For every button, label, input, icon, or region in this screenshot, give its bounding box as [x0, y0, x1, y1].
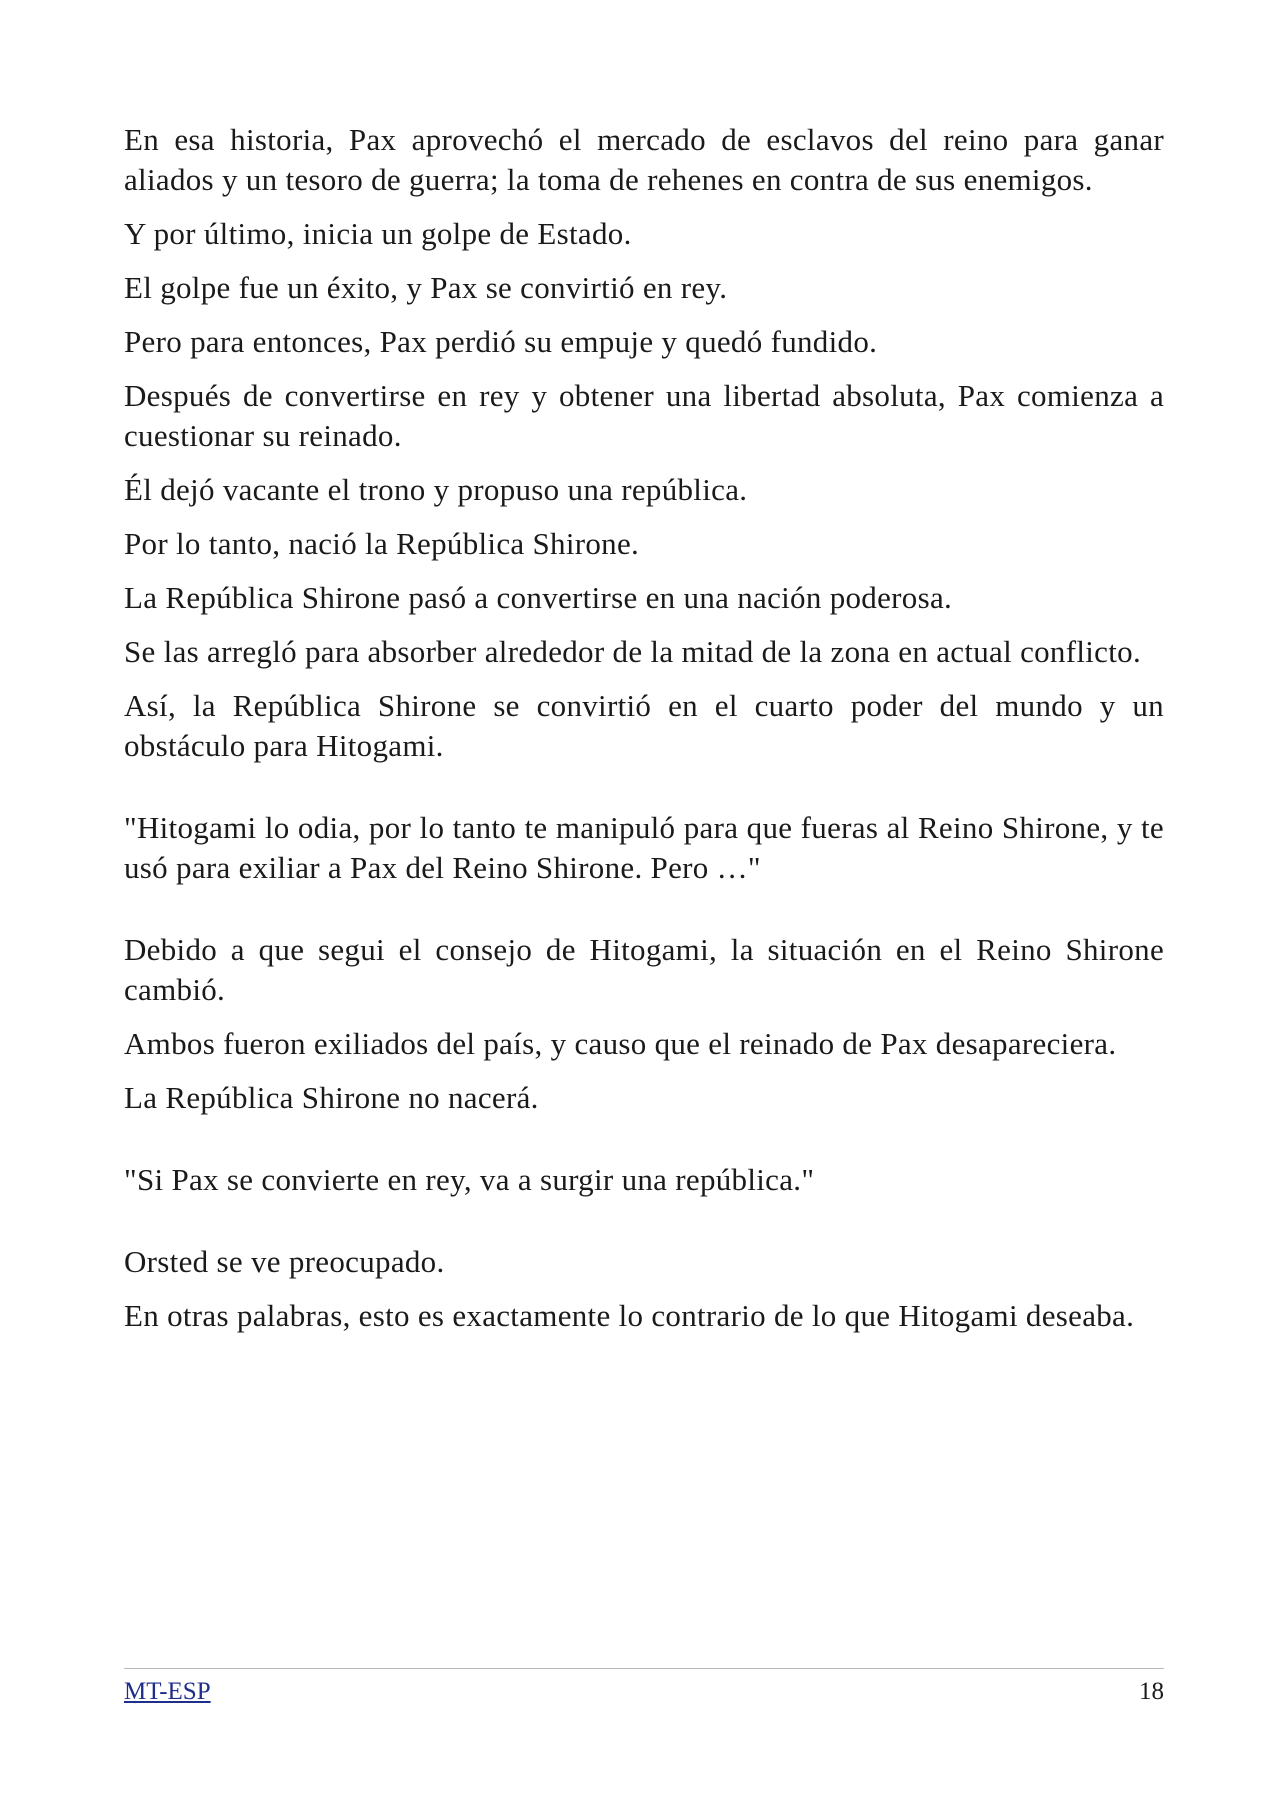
- paragraph: Ambos fueron exiliados del país, y causo que el reinado de Pax desapareciera.: [124, 1026, 1117, 1061]
- paragraph: Se las arregló para absorber alrededor de la mitad de la zona en actual conflicto.: [124, 634, 1141, 669]
- paragraph: La República Shirone no nacerá.: [124, 1080, 539, 1115]
- quote-paragraph: "Hitogami lo odia, por lo tanto te manipuló para que fueras al Reino Shirone, y te usó para exiliar a Pax del Reino Shirone. Pero …": [124, 810, 1164, 885]
- paragraph: Después de convertirse en rey y obtener una libertad absoluta, Pax comienza a cuestionar su reinado.: [124, 378, 1164, 453]
- page-footer: [124, 1668, 1164, 1707]
- paragraph: Pero para entonces, Pax perdió su empuje y quedó fundido.: [124, 324, 878, 359]
- paragraph: En otras palabras, esto es exactamente lo contrario de lo que Hitogami deseaba.: [124, 1298, 1135, 1333]
- paragraph: Por lo tanto, nació la República Shirone.: [124, 526, 640, 561]
- paragraph: Debido a que segui el consejo de Hitogami, la situación en el Reino Shirone cambió.: [124, 932, 1164, 1007]
- paragraph: En esa historia, Pax aprovechó el mercado de esclavos del reino para ganar aliados y un tesoro de guerra; la toma de rehenes en contra de sus enemigos.: [124, 122, 1164, 197]
- paragraph: Él dejó vacante el trono y propuso una república.: [124, 472, 748, 507]
- page-number: 18: [1139, 1678, 1164, 1705]
- quote-paragraph: "Si Pax se convierte en rey, va a surgir una república.": [124, 1162, 815, 1197]
- paragraph: El golpe fue un éxito, y Pax se convirtió en rey.: [124, 270, 728, 305]
- page-body: [124, 120, 1164, 1350]
- paragraph: La República Shirone pasó a convertirse en una nación poderosa.: [124, 580, 953, 615]
- paragraph: Así, la República Shirone se convirtió en el cuarto poder del mundo y un obstáculo para Hitogami.: [124, 688, 1164, 763]
- paragraph: Y por último, inicia un golpe de Estado.: [124, 216, 632, 251]
- paragraph: Orsted se ve preocupado.: [124, 1244, 445, 1279]
- footer-site-link[interactable]: MT-ESP: [124, 1678, 211, 1705]
